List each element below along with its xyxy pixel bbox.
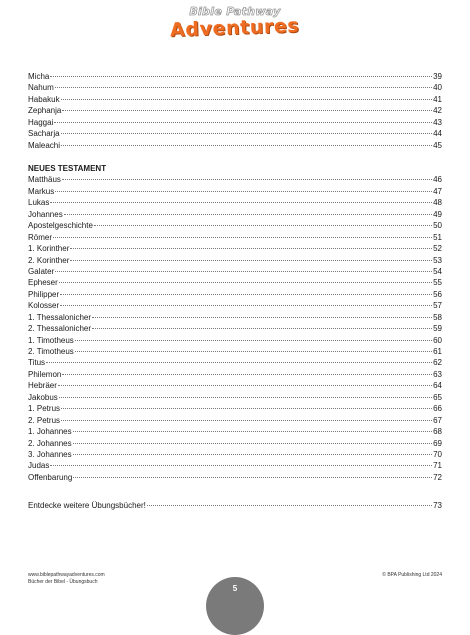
toc-page: 59 — [433, 324, 442, 334]
toc-row[interactable] — [28, 403, 442, 414]
dot-leader — [70, 260, 432, 261]
toc-page: 54 — [433, 266, 442, 276]
dot-leader — [50, 76, 432, 77]
toc-row[interactable] — [28, 140, 442, 151]
footer-left — [28, 572, 105, 586]
toc-row[interactable] — [28, 300, 442, 311]
dot-leader — [58, 385, 432, 386]
toc-title: Titus — [28, 358, 46, 368]
toc-row[interactable] — [28, 82, 442, 93]
toc-row[interactable] — [28, 220, 442, 231]
toc-row[interactable] — [28, 438, 442, 449]
dot-leader — [62, 374, 432, 375]
dot-leader — [59, 282, 432, 283]
toc-row[interactable] — [28, 71, 442, 82]
toc-page: 51 — [433, 232, 442, 242]
toc-page: 47 — [433, 186, 442, 196]
toc-page: 50 — [433, 221, 442, 231]
toc-page: 40 — [433, 83, 442, 93]
toc-row[interactable] — [28, 346, 442, 357]
toc-page: 64 — [433, 381, 442, 391]
toc-page: 49 — [433, 209, 442, 219]
toc-page: 39 — [433, 72, 442, 81]
toc-title: 1. Johannes — [28, 427, 72, 437]
dot-leader — [73, 431, 433, 432]
toc-row[interactable] — [28, 415, 442, 426]
toc-title: Offenbarung — [28, 472, 73, 482]
dot-leader — [46, 362, 432, 363]
toc-row[interactable] — [28, 392, 442, 403]
dot-leader — [61, 99, 433, 100]
logo-line2: Adventures — [170, 14, 300, 42]
toc-title: 3. Johannes — [28, 449, 72, 459]
dot-leader — [94, 225, 432, 226]
toc-title: Römer — [28, 232, 53, 242]
toc-title: Sacharja — [28, 129, 60, 139]
dot-leader — [59, 397, 432, 398]
toc-row[interactable] — [28, 232, 442, 243]
toc-page: 65 — [433, 392, 442, 402]
toc-new-testament-list — [28, 174, 442, 483]
toc-page: 41 — [433, 94, 442, 104]
dot-leader — [75, 340, 432, 341]
dot-leader — [73, 454, 433, 455]
section-heading: NEUES TESTAMENT — [28, 164, 107, 173]
toc-row[interactable] — [28, 472, 442, 483]
dot-leader — [60, 294, 432, 295]
dot-leader — [147, 505, 432, 506]
toc-page: 60 — [433, 335, 442, 345]
toc-title: Jakobus — [28, 392, 58, 402]
toc-page: 69 — [433, 438, 442, 448]
toc-row[interactable] — [28, 209, 442, 220]
toc-row[interactable] — [28, 323, 442, 334]
toc-row[interactable] — [28, 277, 442, 288]
dot-leader — [61, 420, 432, 421]
dot-leader — [50, 465, 432, 466]
footer-website[interactable]: www.biblepathwayadventures.com — [28, 572, 105, 578]
footer-copyright: © BPA Publishing Ltd 2024 — [382, 572, 442, 578]
toc-page: 72 — [433, 472, 442, 482]
dot-leader — [75, 351, 432, 352]
toc-row-more-workbooks[interactable] — [28, 500, 442, 511]
dot-leader — [60, 305, 432, 306]
toc-row[interactable] — [28, 357, 442, 368]
dot-leader — [92, 328, 432, 329]
dot-leader — [73, 477, 432, 478]
toc-title: Kolosser — [28, 301, 60, 311]
toc-page: 52 — [433, 244, 442, 254]
toc-title: 1. Petrus — [28, 404, 61, 414]
toc-page: 70 — [433, 449, 442, 459]
toc-page: 58 — [433, 312, 442, 322]
toc-page: 48 — [433, 198, 442, 208]
toc-row[interactable] — [28, 197, 442, 208]
toc-row[interactable] — [28, 426, 442, 437]
toc-title: Entdecke weitere Übungsbücher! — [28, 501, 146, 510]
toc-page: 45 — [433, 140, 442, 150]
toc-row[interactable] — [28, 128, 442, 139]
toc-title: 2. Thessalonicher — [28, 324, 91, 334]
toc-extra — [28, 500, 442, 511]
dot-leader — [54, 122, 432, 123]
footer-subtitle: Bücher der Bibel - Übungsbuch — [28, 579, 98, 585]
toc-page: 66 — [433, 404, 442, 414]
toc-row[interactable] — [28, 243, 442, 254]
toc-page: 67 — [433, 415, 442, 425]
dot-leader — [62, 179, 432, 180]
toc-page: 43 — [433, 117, 442, 127]
toc-title: Haggai — [28, 117, 54, 127]
toc-title: Maleachi — [28, 140, 61, 150]
toc-page: 56 — [433, 289, 442, 299]
toc-page: 42 — [433, 106, 442, 116]
page-number: 5 — [232, 584, 238, 593]
toc-title: 2. Korinther — [28, 255, 70, 265]
toc-title: Markus — [28, 186, 55, 196]
toc-row[interactable] — [28, 289, 442, 300]
toc-page: 53 — [433, 255, 442, 265]
toc-title: Philemon — [28, 369, 62, 379]
toc-page: 57 — [433, 301, 442, 311]
dot-leader — [55, 191, 432, 192]
toc-title: Matthäus — [28, 175, 61, 185]
toc-row[interactable] — [28, 186, 442, 197]
toc-title: Habakuk — [28, 94, 60, 104]
toc-page: 46 — [433, 175, 442, 185]
toc-page: 61 — [433, 347, 442, 356]
toc-row[interactable] — [28, 380, 442, 391]
toc-row[interactable] — [28, 266, 442, 277]
toc-row[interactable] — [28, 94, 442, 105]
dot-leader — [50, 202, 432, 203]
toc-title: Johannes — [28, 209, 63, 219]
dot-leader — [70, 248, 432, 249]
toc-title: Lukas — [28, 198, 50, 208]
toc-title: 2. Timotheus — [28, 347, 74, 356]
toc-title: 1. Timotheus — [28, 335, 74, 345]
toc-page: 55 — [433, 278, 442, 288]
toc-row[interactable] — [28, 369, 442, 380]
dot-leader — [55, 87, 432, 88]
toc-row[interactable] — [28, 335, 442, 346]
toc-row[interactable] — [28, 255, 442, 266]
dot-leader — [64, 214, 432, 215]
toc-title: 1. Thessalonicher — [28, 312, 91, 322]
toc-page: 63 — [433, 369, 442, 379]
toc-title: Hebräer — [28, 381, 57, 391]
toc-title: 1. Korinther — [28, 244, 70, 254]
toc-title: Micha — [28, 72, 50, 81]
dot-leader — [61, 145, 432, 146]
toc-title: 2. Johannes — [28, 438, 72, 448]
dot-leader — [53, 237, 432, 238]
toc-title: Nahum — [28, 83, 54, 93]
dot-leader — [73, 443, 433, 444]
page-number-tab — [206, 577, 264, 635]
toc-title: Philipper — [28, 289, 60, 299]
dot-leader — [61, 133, 433, 134]
toc-row[interactable] — [28, 117, 442, 128]
dot-leader — [92, 317, 432, 318]
toc-title: Zephanja — [28, 106, 62, 116]
dot-leader — [62, 110, 432, 111]
toc-page: 68 — [433, 427, 442, 437]
toc-row[interactable] — [28, 460, 442, 471]
toc-row[interactable] — [28, 105, 442, 116]
toc-title: Epheser — [28, 278, 58, 288]
dot-leader — [61, 408, 432, 409]
dot-leader — [55, 271, 432, 272]
toc-row[interactable] — [28, 312, 442, 323]
toc-row[interactable] — [28, 174, 442, 185]
toc-page: 73 — [433, 501, 442, 510]
toc-title: Judas — [28, 461, 50, 471]
toc-page: 62 — [433, 358, 442, 368]
logo — [0, 5, 470, 42]
toc-title: 2. Petrus — [28, 415, 61, 425]
logo-line1: Bible Pathway — [189, 5, 281, 18]
toc-page: 71 — [433, 461, 442, 471]
toc-new-testament — [28, 163, 442, 483]
toc-title: Galater — [28, 266, 55, 276]
toc-title: Apostelgeschichte — [28, 221, 93, 231]
toc-page: 44 — [433, 129, 442, 139]
toc-old-testament — [28, 71, 442, 151]
toc-row[interactable] — [28, 449, 442, 460]
